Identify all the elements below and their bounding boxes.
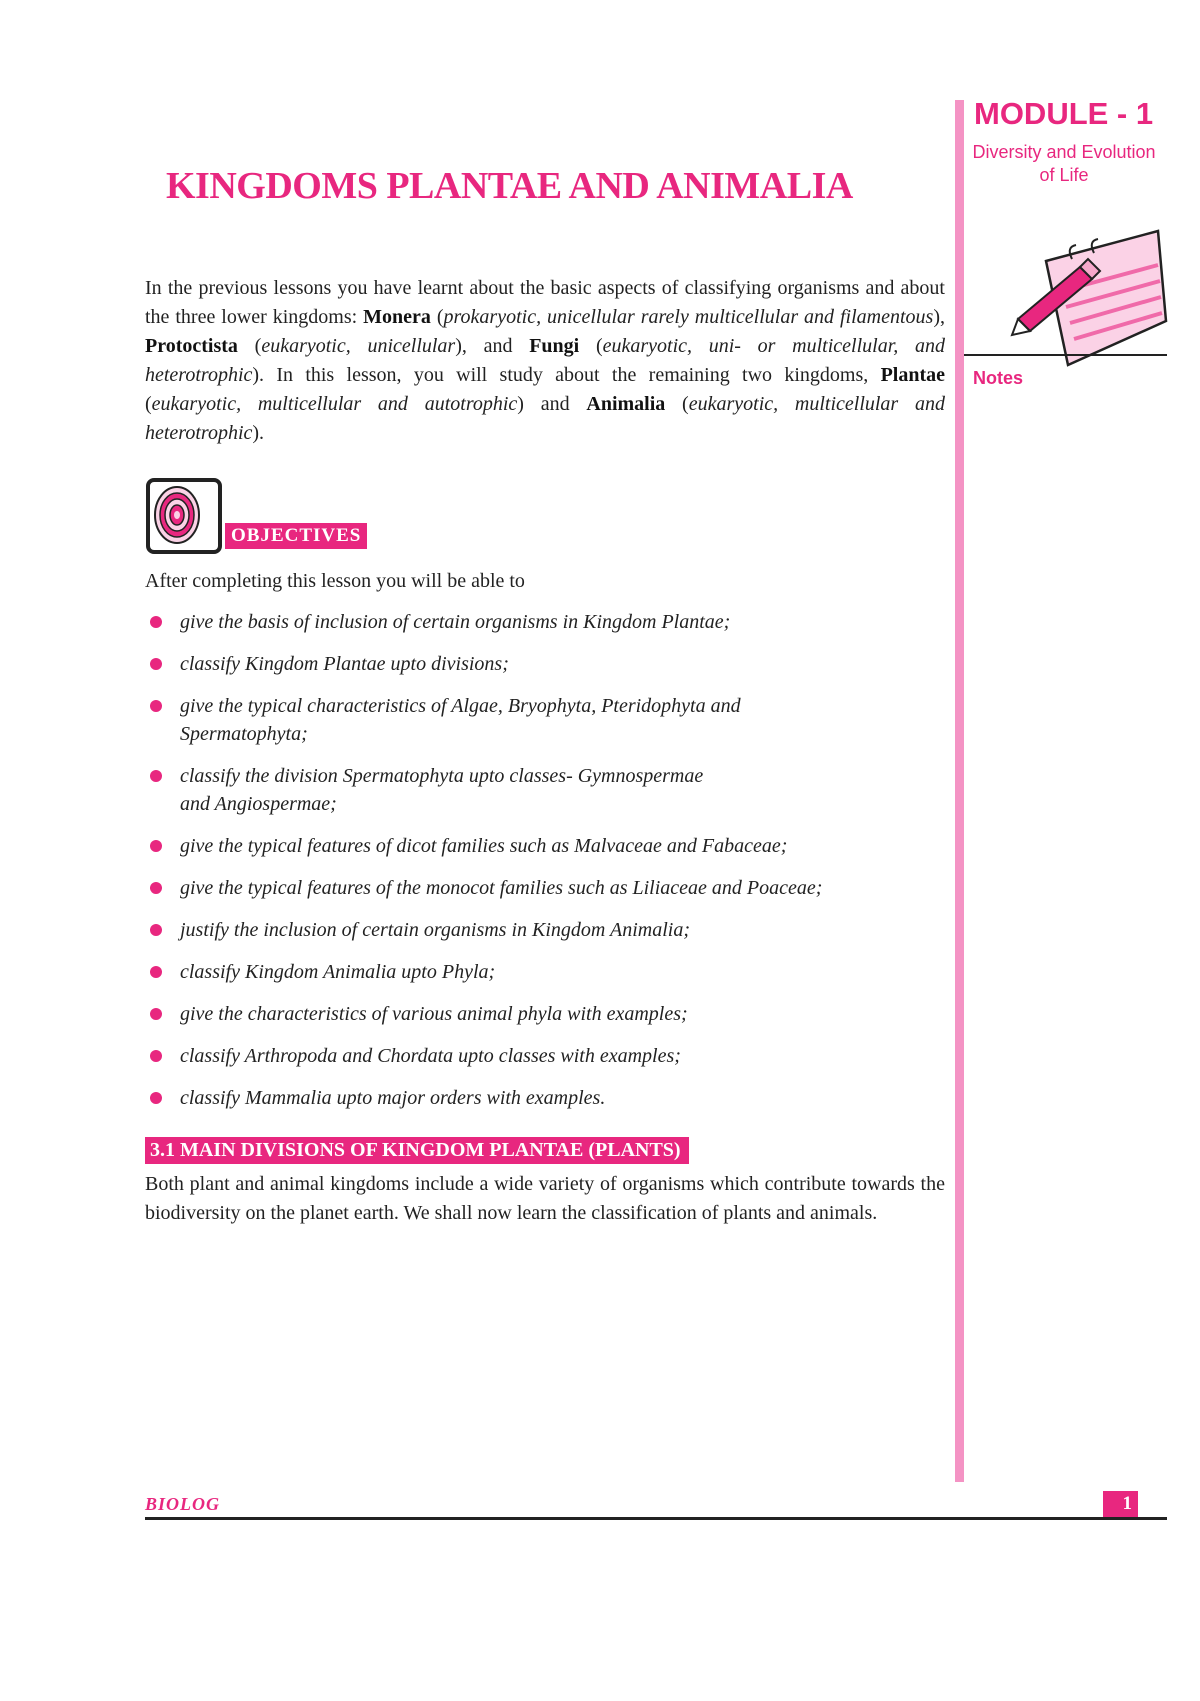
objectives-lead: After completing this lesson you will be able to: [145, 570, 525, 592]
bullet-icon: [150, 924, 162, 936]
monera-description: prokaryotic, unicellular rarely multicellular and filamentous: [443, 306, 934, 328]
bullet-icon: [150, 658, 162, 670]
notepad-pencil-icon: [1010, 225, 1170, 375]
plantae-description: eukaryotic, multicellular and autotrophic: [151, 393, 518, 415]
term-plantae: Plantae: [880, 364, 945, 386]
term-fungi: Fungi: [529, 335, 580, 357]
bullet-icon: [150, 966, 162, 978]
bullet-icon: [150, 1050, 162, 1062]
module-subtitle-line1: Diversity and Evolution: [972, 142, 1156, 162]
intro-text-1: In the previous lessons you have learnt about the basic aspects of classifying organisms and about the three lower kingdoms:: [145, 277, 945, 328]
section-heading: 3.1 MAIN DIVISIONS OF KINGDOM PLANTAE (PLANTS): [145, 1137, 689, 1164]
list-item: give the characteristics of various animal phyla with examples;: [148, 1000, 968, 1028]
objectives-list: [148, 608, 968, 1112]
intro-paragraph: In the previous lessons you have learnt about the basic aspects of classifying organisms and about the three lower kingdoms: Monera (prokaryotic, unicellular rarely multicellular and filamentous), Protoctista (eukaryotic, unicellular), and Fungi (eukaryotic, uni- or multicellular, and heterotrophic). In this lesson, you will study about the remaining two kingdoms, Plantae (eukaryotic, multicellular and autotrophic) and Animalia (eukaryotic, multicellular and heterotrophic).: [145, 277, 946, 444]
bullet-icon: [150, 700, 162, 712]
list-item: classify Arthropoda and Chordata upto classes with examples;: [148, 1042, 968, 1070]
fungi-description: eukaryotic, uni- or multicellular, and heterotrophic: [145, 335, 946, 386]
footer-rule: [145, 1517, 1167, 1520]
module-title: MODULE - 1: [974, 96, 1154, 131]
list-item: give the typical features of dicot families such as Malvaceae and Fabaceae;: [148, 832, 968, 860]
target-icon: [145, 477, 223, 555]
list-item: give the basis of inclusion of certain organisms in Kingdom Plantae;: [148, 608, 968, 636]
term-animalia: Animalia: [586, 393, 666, 415]
page-title: KINGDOMS PLANTAE AND ANIMALIA: [166, 165, 853, 207]
footer-subject: BIOLOG: [145, 1494, 221, 1514]
intro-text-4: ). In this lesson, you will study about the remaining two kingdoms,: [252, 364, 881, 386]
list-item: justify the inclusion of certain organisms in Kingdom Animalia;: [148, 916, 968, 944]
objectives-label: OBJECTIVES: [225, 523, 367, 549]
notes-divider: [964, 354, 1167, 356]
protoctista-description: eukaryotic, unicellular: [261, 335, 456, 357]
list-item: classify Kingdom Animalia upto Phyla;: [148, 958, 968, 986]
animalia-description: eukaryotic, multicellular and heterotrophic: [145, 393, 945, 444]
module-subtitle: [964, 141, 1164, 187]
term-monera: Monera: [363, 306, 431, 328]
bullet-icon: [150, 840, 162, 852]
bullet-icon: [150, 770, 162, 782]
bullet-icon: [150, 616, 162, 628]
intro-text-5: ) and: [517, 393, 587, 415]
page-number: 1: [1103, 1491, 1138, 1517]
list-item: give the typical features of the monocot families such as Liliaceae and Poaceae;: [148, 874, 968, 902]
list-item: classify the division Spermatophyta upto classes- Gymnospermae and Angiospermae;: [148, 762, 968, 818]
notes-label: Notes: [973, 368, 1024, 388]
bullet-icon: [150, 1092, 162, 1104]
list-item: give the typical characteristics of Algae, Bryophyta, Pteridophyta and Spermatophyta;: [148, 692, 968, 748]
bullet-icon: [150, 1008, 162, 1020]
list-item: classify Kingdom Plantae upto divisions;: [148, 650, 968, 678]
intro-text-2: ),: [933, 306, 945, 328]
list-item: classify Mammalia upto major orders with examples.: [148, 1084, 968, 1112]
term-protoctista: Protoctista: [145, 335, 238, 357]
section-body: Both plant and animal kingdoms include a wide variety of organisms which contribute towards the biodiversity on the planet earth. We shall now learn the classification of plants and animals.: [145, 1173, 945, 1224]
intro-text-6: ).: [252, 422, 265, 444]
bullet-icon: [150, 882, 162, 894]
module-subtitle-line2: of Life: [1039, 165, 1089, 185]
intro-text-3: ), and: [455, 335, 530, 357]
